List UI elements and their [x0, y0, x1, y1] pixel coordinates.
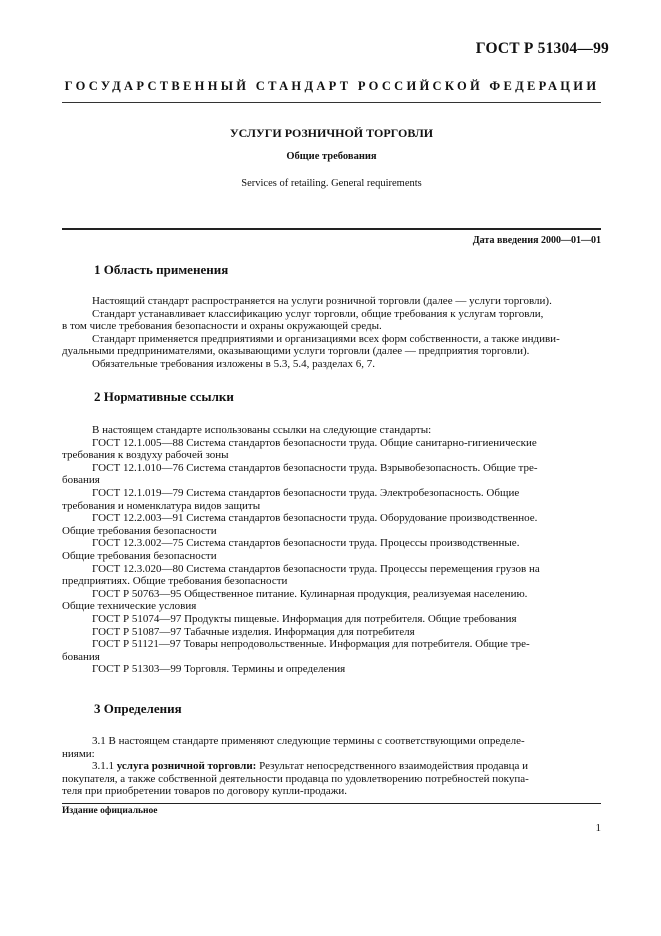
- title-divider: [62, 228, 601, 230]
- reference-line: бования: [62, 474, 100, 487]
- section-3-body: [62, 735, 601, 798]
- text-line: В настоящем стандарте использованы ссылки на следующие стандарты:: [92, 424, 432, 436]
- reference-line: Общие требования безопасности: [62, 549, 217, 562]
- reference-line: ГОСТ Р 51121—97 Товары непродовольственные. Информация для потребителя. Общие тре-: [92, 638, 530, 651]
- definition-text: Результат непосредственного взаимодействия продавца и: [259, 760, 529, 773]
- definition-line: [62, 760, 601, 773]
- standard-subtitle: Общие требования: [286, 151, 377, 162]
- reference-line: ГОСТ 12.1.010—76 Система стандартов безопасности труда. Взрывобезопасность. Общие тре-: [92, 461, 538, 474]
- reference-line: требования и номенклатура видов защиты: [62, 499, 261, 512]
- edition-label: Издание официальное: [62, 806, 158, 816]
- text-line: дуальными предпринимателями, оказывающими услуги торговли (далее — предприятия торговли).: [62, 345, 530, 358]
- reference-line: ГОСТ Р 50763—95 Общественное питание. Кулинарная продукция, реализуемая населению.: [92, 587, 528, 600]
- text-line: в том числе требования безопасности и охраны окружающей среды.: [62, 320, 382, 333]
- section-3-heading: 3 Определения: [94, 701, 182, 716]
- reference-line: Общие технические условия: [62, 600, 197, 613]
- reference-line: ГОСТ Р 51303—99 Торговля. Термины и определения: [92, 663, 346, 676]
- reference-line: ГОСТ 12.2.003—91 Система стандартов безопасности труда. Оборудование производственное.: [92, 512, 538, 525]
- definition-number: 3.1.1: [92, 760, 114, 773]
- reference-line: ГОСТ Р 51087—97 Табачные изделия. Информация для потребителя: [92, 625, 415, 638]
- reference-line: ГОСТ 12.1.005—88 Система стандартов безопасности труда. Общие санитарно-гигиенические: [92, 436, 537, 449]
- footer-divider: [62, 803, 601, 804]
- reference-line: бования: [62, 650, 100, 663]
- section-2-heading: 2 Нормативные ссылки: [94, 389, 234, 404]
- standard-english-title: Services of retailing. General requirements: [241, 178, 422, 189]
- reference-line: ГОСТ 12.1.019—79 Система стандартов безопасности труда. Электробезопасность. Общие: [92, 486, 520, 499]
- text-line: Стандарт применяется предприятиями и организациями всех форм собственности, а также индиви-: [92, 332, 560, 345]
- text-line: покупателя, а также собственной деятельности продавца по удовлетворению потребностей покупа-: [62, 772, 529, 785]
- state-standard-title: ГОСУДАРСТВЕННЫЙ СТАНДАРТ РОССИЙСКОЙ ФЕДЕРАЦИИ: [64, 79, 600, 93]
- text-line: Стандарт устанавливает классификацию услуг торговли, общие требования к услугам торговли,: [92, 307, 544, 320]
- header-divider: [62, 102, 601, 103]
- reference-line: Общие требования безопасности: [62, 524, 217, 537]
- text-line: теля при приобретении товаров по договору купли-продажи.: [62, 785, 347, 798]
- reference-line: требования к воздуху рабочей зоны: [62, 449, 229, 462]
- definition-term: услуга розничной торговли:: [116, 760, 257, 773]
- reference-line: ГОСТ Р 51074—97 Продукты пищевые. Информация для потребителя. Общие требования: [92, 612, 517, 625]
- text-line: Настоящий стандарт распространяется на услуги розничной торговли (далее — услуги торговли).: [92, 295, 552, 307]
- section-2-body: [62, 424, 601, 676]
- text-line: ниями:: [62, 747, 95, 760]
- gost-code: ГОСТ Р 51304—99: [475, 40, 609, 57]
- text-line: Обязательные требования изложены в 5.3, 5.4, разделах 6, 7.: [92, 357, 375, 370]
- reference-line: ГОСТ 12.3.020—80 Система стандартов безопасности труда. Процессы перемещения грузов на: [92, 562, 540, 575]
- section-1-heading: 1 Область применения: [94, 262, 229, 277]
- text-line: 3.1 В настоящем стандарте применяют следующие термины с соответствующими определе-: [92, 735, 525, 747]
- introduction-date: Дата введения 2000—01—01: [472, 235, 601, 246]
- page-number: 1: [595, 822, 601, 834]
- section-1-body: [62, 295, 601, 371]
- standard-title: УСЛУГИ РОЗНИЧНОЙ ТОРГОВЛИ: [229, 126, 434, 140]
- reference-line: предприятиях. Общие требования безопасности: [62, 575, 288, 588]
- reference-line: ГОСТ 12.3.002—75 Система стандартов безопасности труда. Процессы производственные.: [92, 537, 520, 550]
